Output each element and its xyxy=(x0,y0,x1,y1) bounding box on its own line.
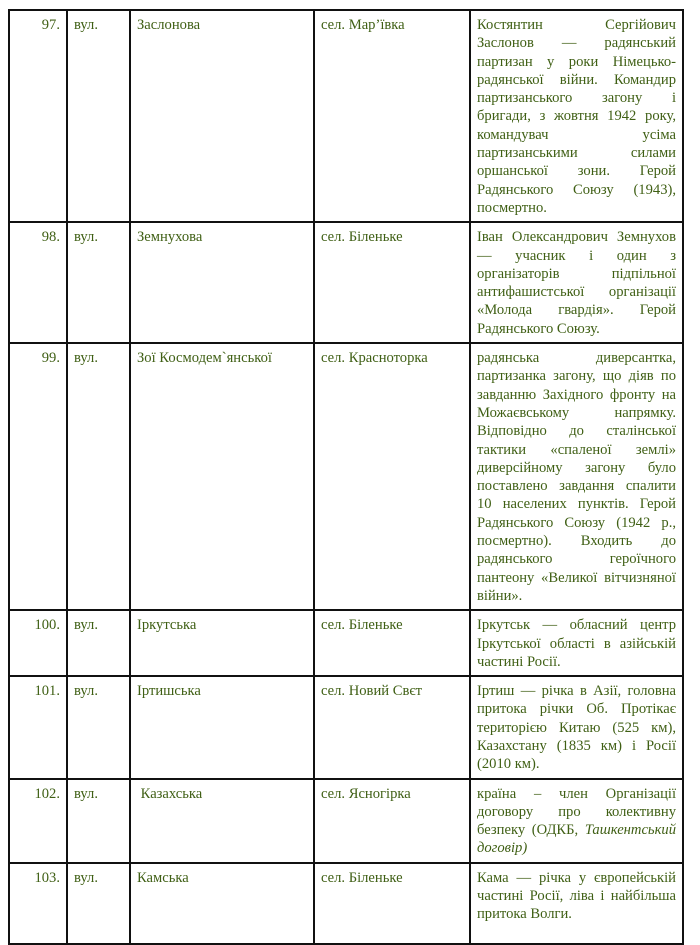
settlement: сел. Біленьке xyxy=(314,863,470,944)
street-type: вул. xyxy=(67,222,130,343)
description-text: Іван Олександрович Земнухов — учасник і один з організаторів підпільної антифашистської організації «Молода гвардія». Герой Радянського Союзу. xyxy=(477,229,676,337)
street-name: Камська xyxy=(130,863,314,944)
table-row xyxy=(9,863,683,944)
settlement: сел. Біленьке xyxy=(314,610,470,676)
settlement: сел. Біленьке xyxy=(314,222,470,343)
table-row xyxy=(9,222,683,343)
street-type: вул. xyxy=(67,610,130,676)
description-text: Костянтин Сергійович Заслонов — радянський партизан у роки Німецько-радянської війни. Командир партизанського загону і бригади, з жовтня 1942 року, командувач усіма партизанськими силами оршанської зони. Герой Радянського Союзу (1943), посмертно. xyxy=(477,17,676,216)
row-number: 102. xyxy=(9,779,67,863)
table-row xyxy=(9,779,683,863)
row-number: 98. xyxy=(9,222,67,343)
street-name: Іртишська xyxy=(130,676,314,778)
street-type: вул. xyxy=(67,676,130,778)
table-row xyxy=(9,610,683,676)
table-row xyxy=(9,343,683,610)
street-type: вул. xyxy=(67,779,130,863)
description xyxy=(470,676,683,778)
row-number: 101. xyxy=(9,676,67,778)
description-text: Іркутськ — обласний центр Іркутської області в азійській частині Росії. xyxy=(477,617,676,670)
description xyxy=(470,610,683,676)
description xyxy=(470,779,683,863)
table-row xyxy=(9,676,683,778)
street-name: Земнухова xyxy=(130,222,314,343)
table-row xyxy=(9,10,683,222)
description-text: Кама — річка у європейській частині Росії, ліва і найбільша притока Волги. xyxy=(477,869,676,923)
street-type: вул. xyxy=(67,10,130,222)
description-text: країна – член Організації договору про колективну безпеку (ОДКБ, xyxy=(477,785,676,839)
description-text: Іртиш — річка в Азії, головна притока річки Об. Протікає територією Китаю (525 км), Казахстану (1835 км) і Росії (2010 км). xyxy=(477,683,676,773)
description xyxy=(470,863,683,944)
settlement: сел. Новий Свєт xyxy=(314,676,470,778)
settlement: сел. Мар’ївка xyxy=(314,10,470,222)
description-text: радянська диверсантка, партизанка загону, що діяв по завданню Західного фронту на Можаєвському напрямку. Відповідно до сталінської тактики «спаленої землі» диверсійному загону було поставлено завдання спалити 10 населених пунктів. Герой Радянського Союзу (1942 р., посмертно). Входить до радянського героїчного пантеону «Великої вітчизняної війни». xyxy=(477,350,676,604)
street-name: Заслонова xyxy=(130,10,314,222)
settlement: сел. Красноторка xyxy=(314,343,470,610)
row-number: 103. xyxy=(9,863,67,944)
description xyxy=(470,10,683,222)
street-renaming-table xyxy=(8,9,684,945)
street-type: вул. xyxy=(67,863,130,944)
description-italic-text: Ташкентський договір) xyxy=(477,822,676,857)
street-name: Зої Космодем`янської xyxy=(130,343,314,610)
street-name: Казахська xyxy=(130,779,314,863)
street-name: Іркутська xyxy=(130,610,314,676)
row-number: 97. xyxy=(9,10,67,222)
street-type: вул. xyxy=(67,343,130,610)
description xyxy=(470,343,683,610)
settlement: сел. Ясногірка xyxy=(314,779,470,863)
description xyxy=(470,222,683,343)
row-number: 99. xyxy=(9,343,67,610)
row-number: 100. xyxy=(9,610,67,676)
